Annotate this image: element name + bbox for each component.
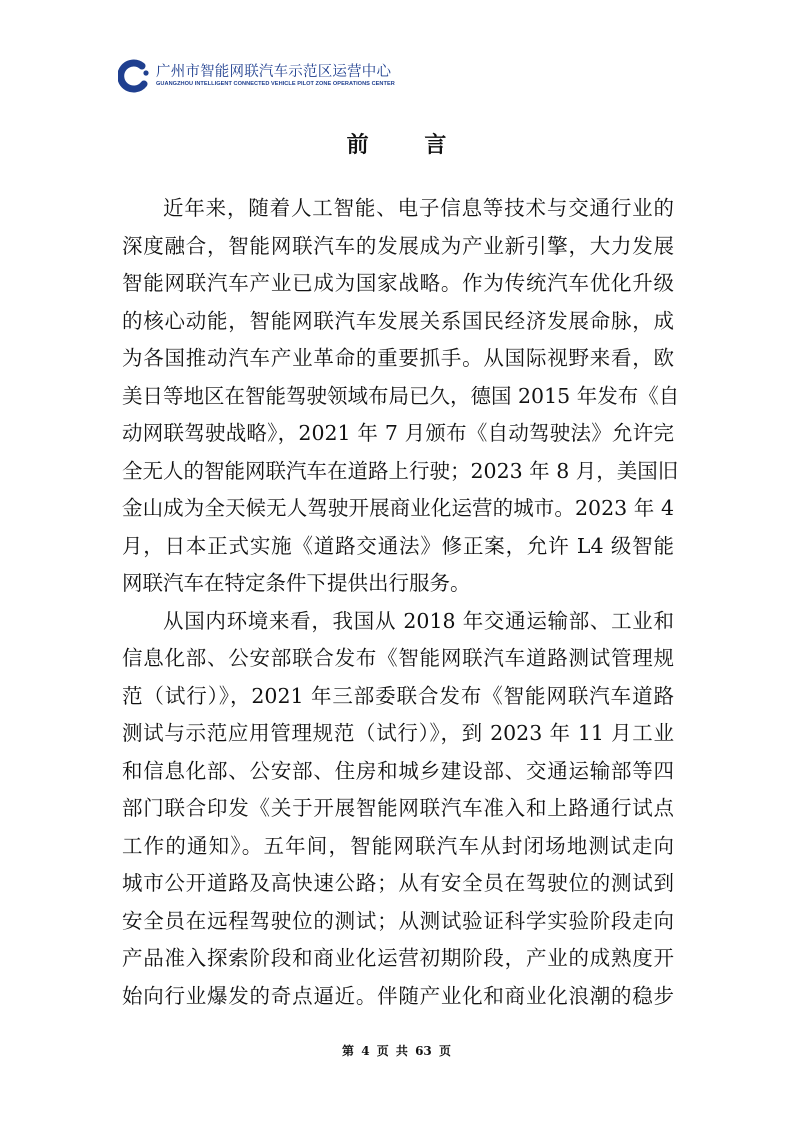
- text-line: 始向行业爆发的奇点逼近。伴随产业化和商业化浪潮的稳步: [122, 983, 674, 1008]
- org-name-cn: 广州市智能网联汽车示范区运营中心: [156, 64, 392, 80]
- text-line: 和信息化部、公安部、住房和城乡建设部、交通运输部等四: [122, 758, 674, 783]
- org-name-en: GUANGZHOU INTELLIGENT CONNECTED VEHICLE PILOT ZONE OPERATIONS CENTER: [156, 81, 395, 87]
- text-line: 信息化部、公安部联合发布《智能网联汽车道路测试管理规: [122, 646, 674, 670]
- text-line: 安全员在远程驾驶位的测试；从测试验证科学实验阶段走向: [122, 908, 674, 933]
- text-line: 深度融合，智能网联汽车的发展成为产业新引擎，大力发展: [122, 233, 674, 258]
- text-line: 产品准入探索阶段和商业化运营初期阶段，产业的成熟度开: [122, 946, 674, 970]
- text-line: 工作的通知》。五年间，智能网联汽车从封闭场地测试走向: [122, 833, 674, 858]
- text-line: 范（试行）》，2021 年三部委联合发布《智能网联汽车道路: [122, 683, 674, 708]
- text-line: 美日等地区在智能驾驶领域布局已久，德国 2015 年发布《自: [122, 383, 680, 408]
- text-line: 全无人的智能网联汽车在道路上行驶；2023 年 8 月，美国旧: [122, 458, 679, 483]
- text-line: 为各国推动汽车产业革命的重要抓手。从国际视野来看，欧: [122, 346, 674, 370]
- text-line: 月，日本正式实施《道路交通法》修正案，允许 L4 级智能: [122, 533, 674, 558]
- text-line: 从国内环境来看，我国从 2018 年交通运输部、工业和: [163, 608, 674, 633]
- text-line: 近年来，随着人工智能、电子信息等技术与交通行业的: [163, 196, 674, 220]
- text-line: 网联汽车在特定条件下提供出行服务。: [122, 571, 471, 595]
- gicv-logo-icon: [118, 59, 152, 93]
- document-body: [122, 190, 680, 1015]
- page-number: 第 4 页 共 63 页: [342, 1044, 451, 1058]
- text-line: 动网联驾驶战略》，2021 年 7 月颁布《自动驾驶法》允许完: [122, 421, 674, 445]
- text-line: 的核心动能，智能网联汽车发展关系国民经济发展命脉，成: [122, 308, 674, 333]
- paragraph-1: [122, 190, 680, 603]
- text-line: 部门联合印发《关于开展智能网联汽车准入和上路通行试点: [122, 796, 674, 820]
- text-line: 测试与示范应用管理规范（试行）》，到 2023 年 11 月工业: [122, 721, 674, 745]
- text-line: 城市公开道路及高快速公路；从有安全员在驾驶位的测试到: [122, 871, 674, 895]
- paragraph-2: [122, 603, 674, 1016]
- page-header: [118, 58, 395, 94]
- text-line: 智能网联汽车产业已成为国家战略。作为传统汽车优化升级: [122, 271, 674, 295]
- page-title: 前 言: [346, 133, 471, 158]
- text-line: 金山成为全天候无人驾驶开展商业化运营的城市。2023 年 4: [122, 496, 674, 520]
